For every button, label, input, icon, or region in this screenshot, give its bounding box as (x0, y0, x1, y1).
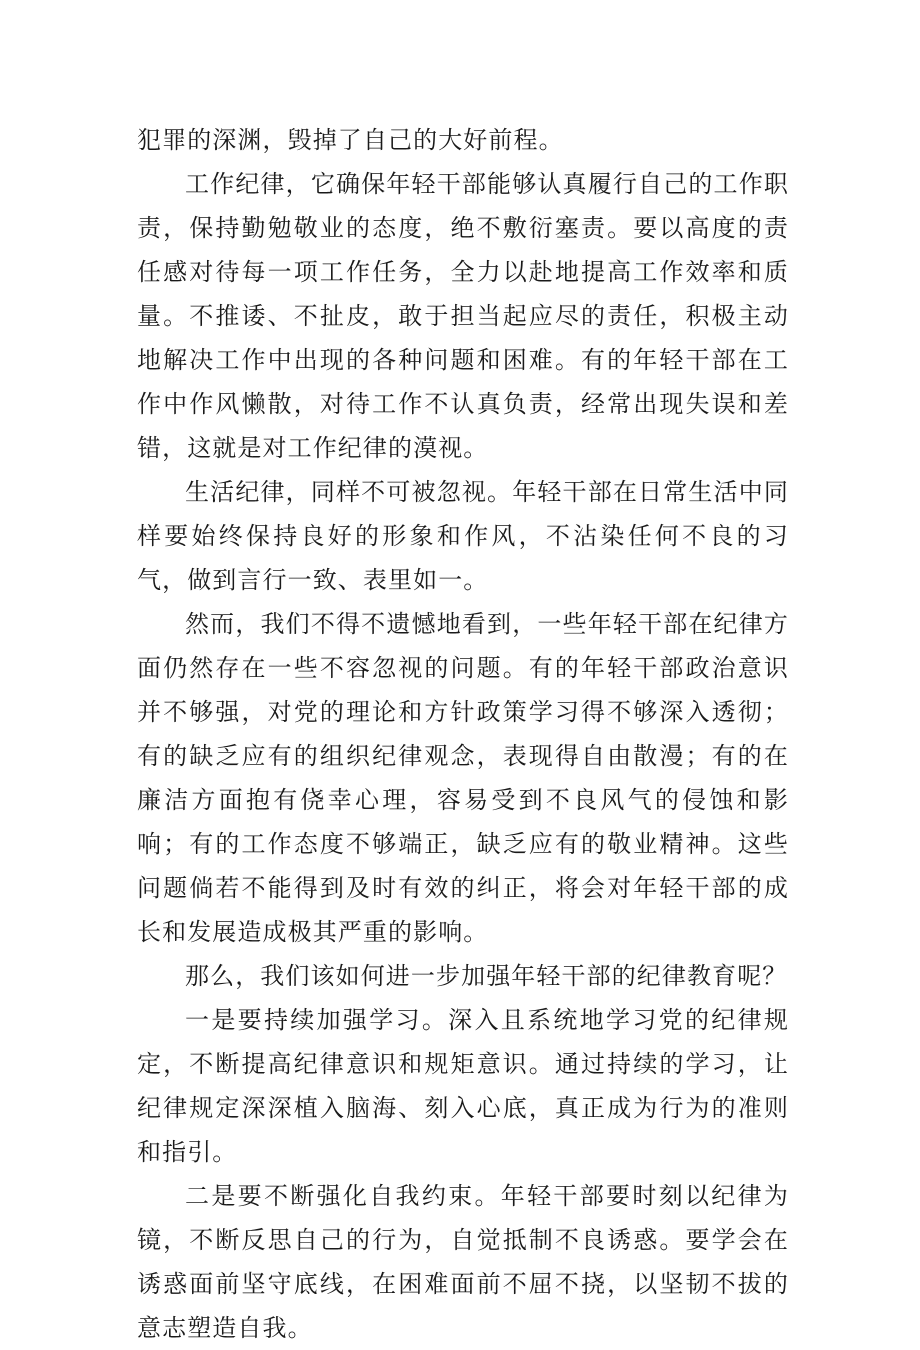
paragraph-problems: 然而，我们不得不遗憾地看到，一些年轻干部在纪律方面仍然存在一些不容忽视的问题。有的年轻干部政治意识并不够强，对党的理论和方针政策学习得不够深入透彻；有的缺乏应有的组织纪律观念，表现得自由散漫；有的在廉洁方面抱有侥幸心理，容易受到不良风气的侵蚀和影响；有的工作态度不够端正，缺乏应有的敬业精神。这些问题倘若不能得到及时有效的纠正，将会对年轻干部的成长和发展造成极其严重的影响。 (137, 610, 789, 946)
paragraph-point-one: 一是要持续加强学习。深入且系统地学习党的纪律规定，不断提高纪律意识和规矩意识。通过持续的学习，让纪律规定深深植入脑海、刻入心底，真正成为行为的准则和指引。 (137, 1006, 789, 1166)
paragraph-point-two: 二是要不断强化自我约束。年轻干部要时刻以纪律为镜，不断反思自己的行为，自觉抵制不良诱惑。要学会在诱惑面前坚守底线，在困难面前不屈不挠，以坚韧不拔的意志塑造自我。 (137, 1182, 789, 1342)
paragraph-continuation: 犯罪的深渊，毁掉了自己的大好前程。 (137, 126, 564, 154)
paragraph-life-discipline: 生活纪律，同样不可被忽视。年轻干部在日常生活中同样要始终保持良好的形象和作风，不沾染任何不良的习气，做到言行一致、表里如一。 (137, 478, 789, 594)
paragraph-question: 那么，我们该如何进一步加强年轻干部的纪律教育呢？ (185, 962, 788, 990)
paragraph-work-discipline: 工作纪律，它确保年轻干部能够认真履行自己的工作职责，保持勤勉敬业的态度，绝不敷衍塞责。要以高度的责任感对待每一项工作任务，全力以赴地提高工作效率和质量。不推诿、不扯皮，敢于担当起应尽的责任，积极主动地解决工作中出现的各种问题和困难。有的年轻干部在工作中作风懒散，对待工作不认真负责，经常出现失误和差错，这就是对工作纪律的漠视。 (137, 170, 789, 462)
document-body (137, 118, 789, 1350)
